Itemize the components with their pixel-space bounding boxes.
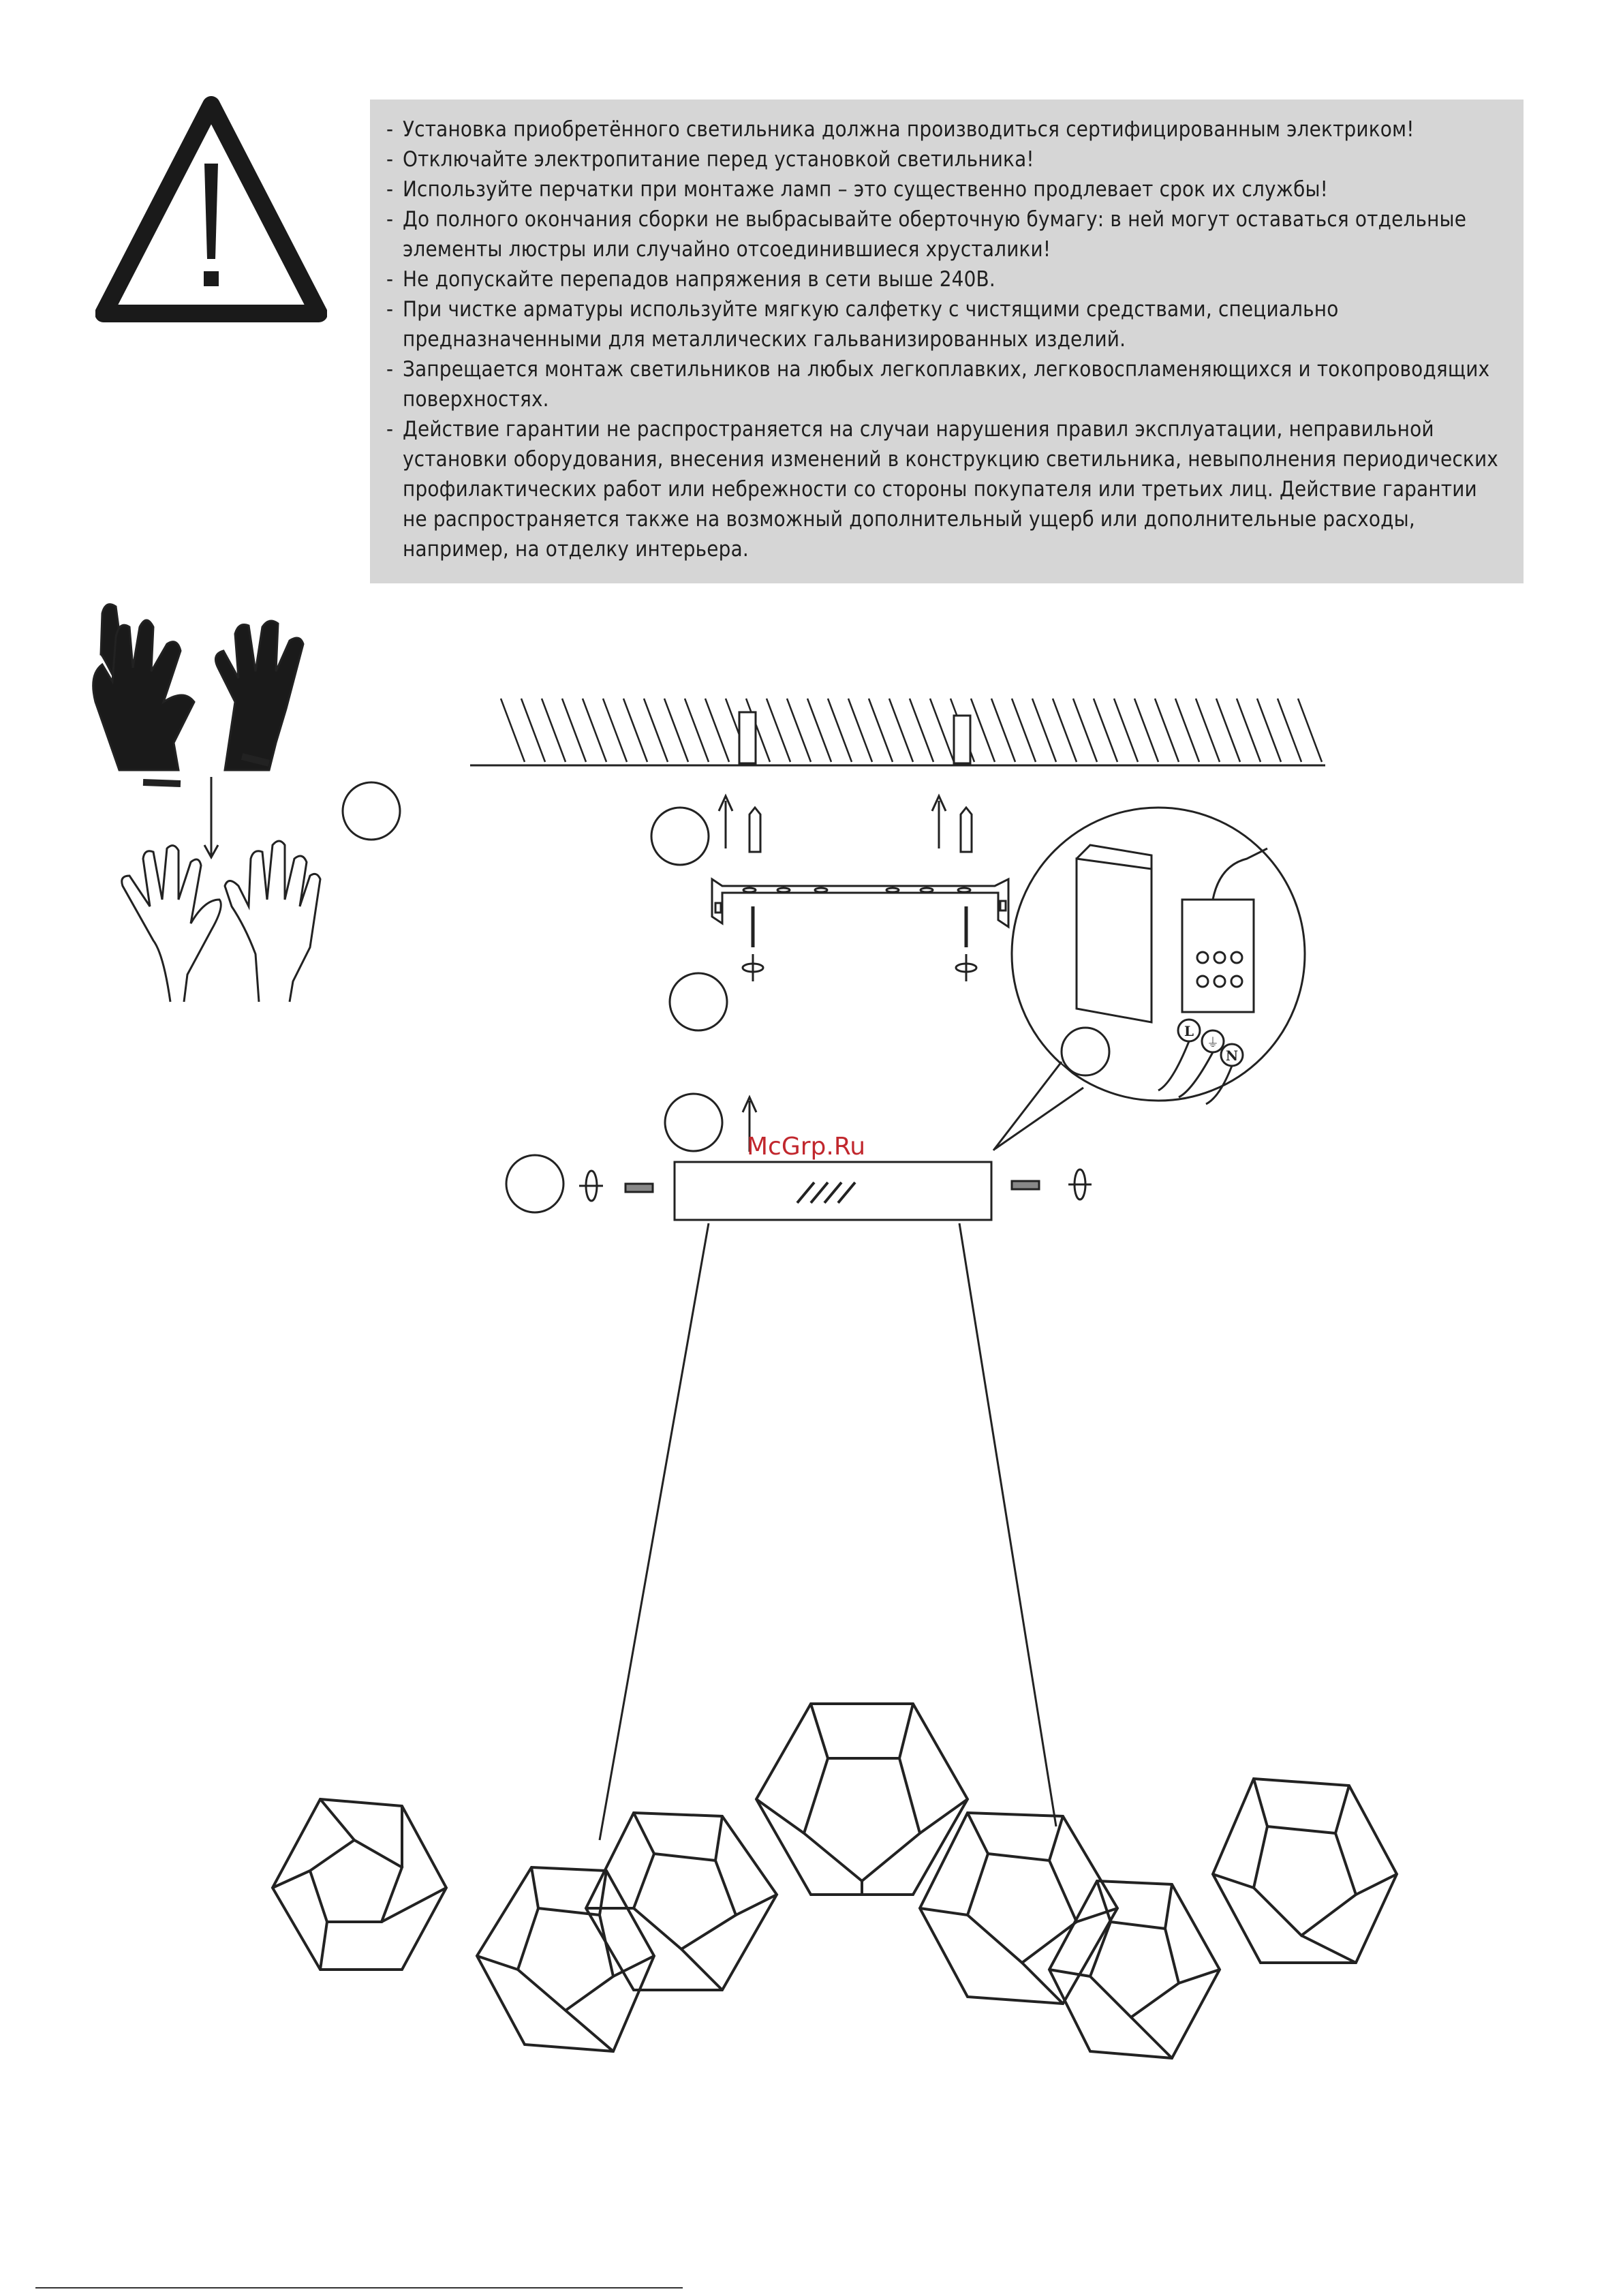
footer-divider bbox=[35, 2287, 683, 2289]
notice-item: - Используйте перчатки при монтаже ламп – это существенно продлевает срок их службы! bbox=[386, 177, 1329, 202]
ground-icon: ⏚ bbox=[1207, 1036, 1219, 1050]
notice-item: - Не допускайте перепадов напряжения в сети выше 240В. bbox=[386, 267, 995, 292]
terminal-label-n: N bbox=[1225, 1047, 1239, 1064]
hands-icon bbox=[122, 841, 320, 1002]
gloves-icon bbox=[93, 604, 303, 784]
notice-item: - Запрещается монтаж светильников на любых легкоплавких, легковоспламеняющихся и токопроводящих поверхностях. bbox=[386, 357, 1490, 412]
notice-item: - Действие гарантии не распространяется на случаи нарушения правил эксплуатации, неправильной установки оборудования, внесения изменений в конструкцию светильника, невыполнения периодических профилактических работ или небрежности со стороны покупателя или третьих лиц. Действие гарантии не распространяется также на возможный дополнительный ущерб или дополнительные расходы, например, на отделку интерьера. bbox=[386, 417, 1498, 562]
terminal-label-l: L bbox=[1184, 1023, 1194, 1039]
notice-item: - При чистке арматуры используйте мягкую салфетку с чистящими средствами, специально предназначенными для металлических гальванизированных изделий. bbox=[386, 297, 1339, 352]
notice-item: - До полного окончания сборки не выбрасывайте оберточную бумагу: в ней могут оставаться отдельные элементы люстры или случайно отсоединившиеся хрусталики! bbox=[386, 207, 1467, 262]
notice-item: - Установка приобретённого светильника должна производиться сертифицированным электриком! bbox=[386, 117, 1415, 142]
notice-item: - Отключайте электропитание перед установкой светильника! bbox=[386, 147, 1034, 172]
chandelier-body bbox=[273, 1704, 1397, 2058]
watermark: McGrp.Ru bbox=[747, 1133, 866, 1161]
